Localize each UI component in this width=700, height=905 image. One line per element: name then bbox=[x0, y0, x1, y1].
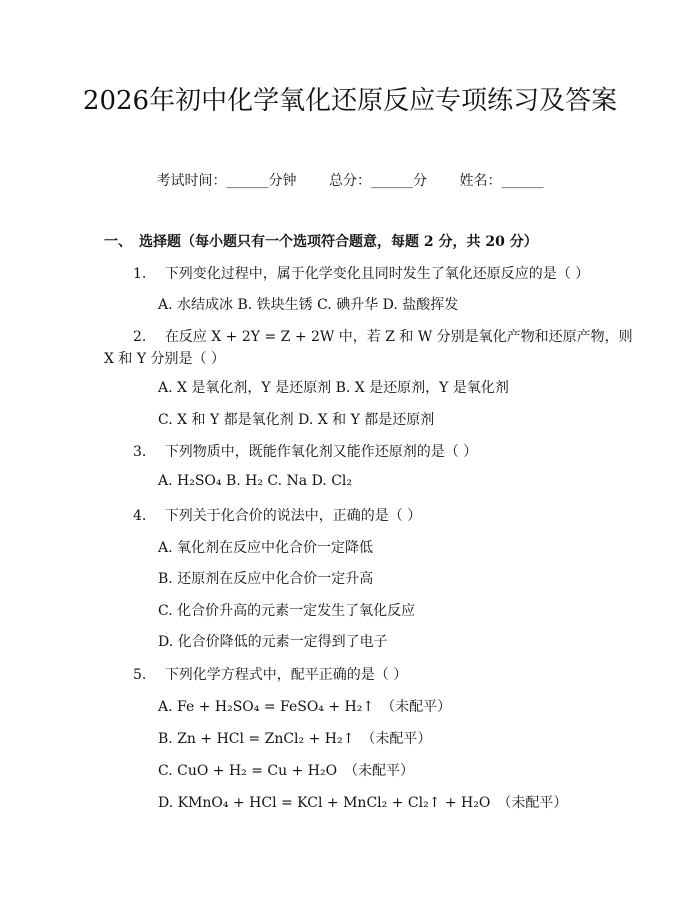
question-2-text-cont: X 和 Y 分别是（ ） bbox=[104, 351, 226, 367]
question-text: 下列物质中，既能作氧化剂又能作还原剂的是（ ） bbox=[164, 444, 478, 460]
question-number: 3. bbox=[133, 444, 147, 460]
question-1-options: A. 水结成冰 B. 铁块生锈 C. 碘升华 D. 盐酸挥发 bbox=[158, 297, 459, 313]
question-5 bbox=[133, 664, 407, 684]
question-5-option-b: B. Zn + HCl = ZnCl₂ + H₂↑ （未配平） bbox=[158, 731, 432, 747]
question-2-options-2: C. X 和 Y 都是氧化剂 D. X 和 Y 都是还原剂 bbox=[158, 412, 435, 428]
question-3-options: A. H₂SO₄ B. H₂ C. Na D. Cl₂ bbox=[158, 473, 353, 489]
question-number: 4. bbox=[133, 508, 147, 524]
question-text: 在反应 X + 2Y = Z + 2W 中，若 Z 和 W 分别是氧化产物和还原产物，则 bbox=[164, 329, 633, 345]
question-4-option-c: C. 化合价升高的元素一定发生了氧化反应 bbox=[158, 603, 416, 619]
question-2 bbox=[133, 326, 633, 346]
question-4-option-d: D. 化合价降低的元素一定得到了电子 bbox=[158, 634, 388, 650]
question-number: 1. bbox=[133, 266, 147, 282]
page-title: 2026年初中化学氧化还原反应专项练习及答案 bbox=[82, 86, 618, 116]
question-number: 2. bbox=[133, 329, 147, 345]
question-4 bbox=[133, 505, 421, 525]
question-text: 下列化学方程式中，配平正确的是（ ） bbox=[164, 667, 408, 683]
question-text: 下列关于化合价的说法中，正确的是（ ） bbox=[164, 508, 422, 524]
question-4-option-a: A. 氧化剂在反应中化合价一定降低 bbox=[158, 540, 374, 556]
question-5-option-d: D. KMnO₄ + HCl = KCl + MnCl₂ + Cl₂↑ + H₂O （未配平） bbox=[158, 795, 568, 811]
question-1 bbox=[133, 263, 589, 283]
question-4-option-b: B. 还原剂在反应中化合价一定升高 bbox=[158, 571, 374, 587]
question-3 bbox=[133, 441, 477, 461]
section-heading: 一、 选择题（每小题只有一个选项符合题意，每题 2 分，共 20 分） bbox=[104, 234, 538, 250]
exam-time: 考试时间：______分钟 bbox=[156, 173, 297, 189]
student-name: 姓名：______ bbox=[459, 173, 544, 189]
exam-meta bbox=[0, 170, 700, 190]
total-score: 总分：______分 bbox=[329, 173, 427, 189]
question-number: 5. bbox=[133, 667, 147, 683]
question-2-options-1: A. X 是氧化剂，Y 是还原剂 B. X 是还原剂，Y 是氧化剂 bbox=[158, 380, 509, 396]
question-5-option-a: A. Fe + H₂SO₄ = FeSO₄ + H₂↑ （未配平） bbox=[158, 699, 452, 715]
question-5-option-c: C. CuO + H₂ = Cu + H₂O （未配平） bbox=[158, 763, 415, 779]
question-text: 下列变化过程中，属于化学变化且同时发生了氧化还原反应的是（ ） bbox=[164, 266, 590, 282]
